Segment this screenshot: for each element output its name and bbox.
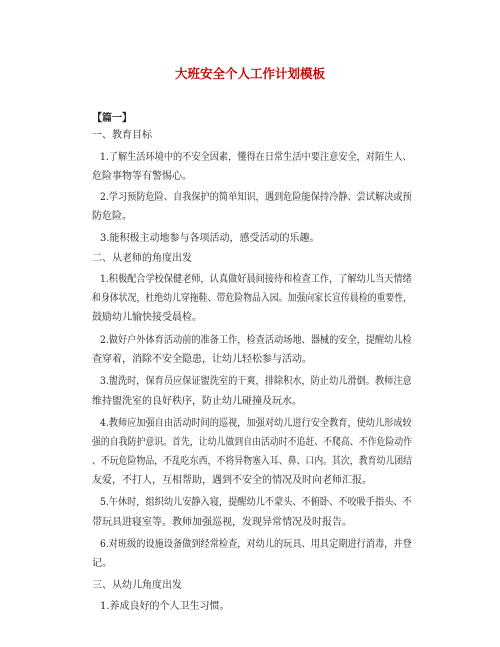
text-line: 4.教师应加强自由活动时间的巡视，加强对幼儿进行安全教育，使幼儿形成较 [100,418,412,429]
text-line: 1.了解生活环境中的不安全因素，懂得在日常生活中要注意安全，对陌生人、 [100,152,412,163]
text-line: 2.学习预防危险、自我保护的简单知识，遇到危险能保持冷静、尝试解决或预 [100,192,412,203]
text-line: 2.做好户外体育活动前的准备工作，检查活动场地、器械的安全，提醒幼儿检 [100,335,412,346]
text-line: 友爱，不打人，互相帮助，遇到不安全的情况及时向老师汇报。 [92,475,372,486]
text-line: 维持盥洗室的良好秩序，防止幼儿碰撞及玩水。 [92,396,302,407]
text-line: 和身体状况，杜绝幼儿穿拖鞋、带危险物品入园。加强向家长宣传晨检的重要性， [92,293,413,304]
document-title: 大班安全个人工作计划模板 [174,66,325,81]
text-line: 强的自我防护意识。首先，让幼儿做到自由活动时不追赶、不爬高、不作危险动作 [92,437,413,448]
section-tag: 【篇一】 [92,113,132,124]
text-line: 1.养成良好的个人卫生习惯。 [100,601,230,612]
text-line: 记。 [92,558,112,569]
text-line: 、不玩危险物品，不乱吃东西，不将异物塞入耳、鼻、口内。其次，教育幼儿团结 [92,456,413,467]
text-line: 5.午休时，组织幼儿安静入寝，提醒幼儿不蒙头、不俯卧、不咬吸手指头、不 [100,497,412,508]
text-line: 三、从幼儿角度出发 [92,580,182,591]
text-line: 查穿着，消除不安全隐患，让幼儿轻松参与活动。 [92,354,312,365]
text-line: 3.能积极主动地参与各项活动，感受活动的乐趣。 [100,233,320,244]
text-line: 6.对班级的设施设备做到经常检查，对幼儿的玩具、用具定期进行消毒，并登 [100,539,412,550]
text-line: 带玩具进寝室等。教师加强巡视，发现异常情况及时报告。 [92,517,352,528]
text-line: 1.积极配合学校保健老师，认真做好晨间接待和检查工作，了解幼儿当天情绪 [100,274,412,285]
text-line: 二、从老师的角度出发 [92,253,192,264]
text-line: 危险事物等有警惕心。 [92,171,192,182]
text-line: 防危险。 [92,211,132,222]
text-line: 鼓励幼儿愉快接受晨检。 [92,312,202,323]
text-line: 3.盥洗时，保育员应保证盥洗室的干爽，排除积水，防止幼儿滑倒。教师注意 [100,376,412,387]
text-line: 一、教育目标 [92,130,152,141]
